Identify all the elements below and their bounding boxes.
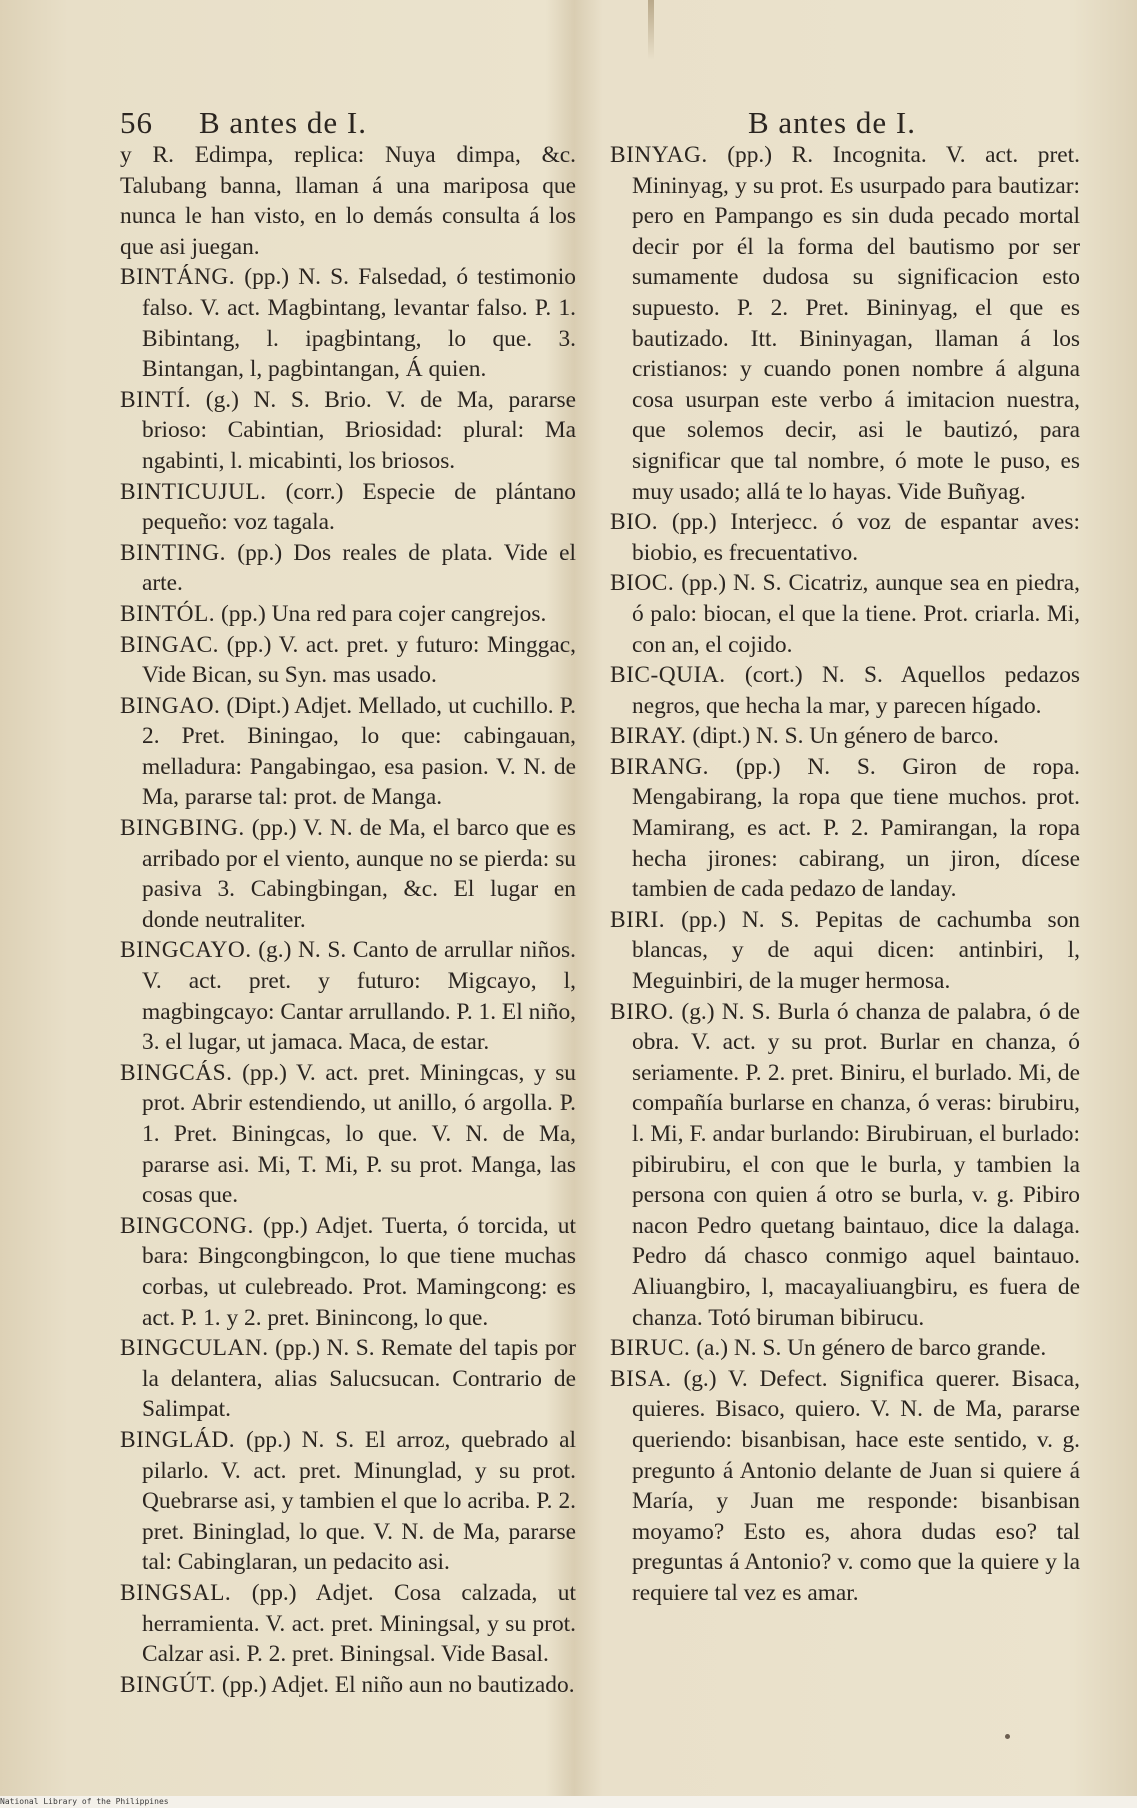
entry-headword: BINTÁNG. [120, 264, 236, 291]
entry-definition: (pp.) N. S. Pepitas de cachumba son blancas, y de aqui dicen: antinbiri, l, Meguinbiri, de la muger hermosa. [632, 906, 1080, 995]
entry-definition: (pp.) Adjet. El niño aun no bautizado. [215, 1671, 575, 1698]
entry-headword: BINGBING. [120, 815, 245, 842]
entry-definition: (pp.) Una red para cojer cangrejos. [215, 600, 547, 627]
left-column [120, 105, 576, 1700]
entry-headword: BINTING. [120, 539, 226, 566]
entry-headword: BINGCÁS. [120, 1059, 233, 1086]
entry-headword: BISA. [610, 1365, 672, 1392]
dictionary-entry [120, 262, 576, 384]
entry-definition: (g.) N. S. Canto de arrullar niños. V. act. pret. y futuro: Migcayo, l, magbingcayo: Cantar arrullando. P. 1. El niño, 3. el lugar, ut jamaca. Maca, de estar. [142, 937, 576, 1056]
dictionary-entry [120, 477, 576, 538]
entry-definition: (pp.) Dos reales de plata. Vide el arte. [142, 539, 576, 597]
header-left-title: B antes de I. [199, 105, 367, 140]
dictionary-entry [610, 660, 1080, 721]
dictionary-entry [120, 935, 576, 1057]
entry-headword: BINGAC. [120, 631, 220, 658]
dictionary-entry [610, 721, 1080, 752]
entry-headword: BINGCAYO. [120, 937, 252, 964]
entry-headword: BINGCULAN. [120, 1335, 269, 1362]
dictionary-entry [120, 599, 576, 630]
dictionary-entry [120, 140, 576, 262]
entry-definition: (pp.) Interjecc. ó voz de espantar aves: biobio, es frecuentativo. [632, 509, 1080, 566]
page-number: 56 [120, 105, 153, 140]
entry-headword: BINTÓL. [120, 600, 216, 627]
dictionary-entry [120, 1578, 576, 1670]
entry-definition: (corr.) Especie de plántano pequeño: voz tagala. [142, 478, 576, 536]
entry-definition: (pp.) R. Incognita. V. act. pret. Mininyag, y su prot. Es usurpado para bautizar: pero en Pampango es sin duda pecado mortal decir por él la forma del bautismo por ser sumamente dudosa su significacion esto supuesto. P. 2. Pret. Bininyag, el que es bautizado. Itt. Bininyagan, llaman á los cristianos: y cuando ponen nombre á alguna cosa usurpan este verbo á imitacion nuestra, que solemos decir, asi le bautizó, para significar que tal nombre, ó mote le puso, es muy usado; allá te lo hayas. Vide Buñyag. [632, 142, 1080, 505]
entry-definition: (g.) N. S. Burla ó chanza de palabra, ó de obra. V. act. y su prot. Burlar en chanza, ó seriamente. P. 2. pret. Biniru, el burlado. Mi, de compañía burlarse en chanza, ó veras: birubiru, l. Mi, F. andar burlando: Birubiruan, el burlado: pibirubiru, el con que le burla, y tambien la persona con quien á otro se burla, v. g. Pibiro nacon Pedro quetang baintauo, dice la dalaga. Pedro dá chasco conmigo aquel baintauo. Aliuangbiro, l, macayaliuangbiru, es fuera de chanza. Totó biruman bibirucu. [632, 998, 1080, 1331]
entry-definition: (pp.) V. act. pret. y futuro: Minggac, Vide Bican, su Syn. mas usado. [142, 631, 576, 689]
dictionary-entry [120, 813, 576, 935]
entry-definition: (g.) N. S. Brio. V. de Ma, pararse brioso: Cabintian, Briosidad: plural: Ma ngabinti, l. micabinti, los briosos. [142, 386, 576, 474]
dictionary-entry [120, 1058, 576, 1211]
ink-speck [1005, 1734, 1010, 1739]
left-running-header [120, 105, 576, 140]
dictionary-entry [610, 752, 1080, 905]
entry-headword: BINGLÁD. [120, 1426, 236, 1453]
gutter-shadow [648, 0, 654, 60]
entry-headword: BIRAY. [610, 723, 687, 750]
entry-headword: BINYAG. [610, 142, 708, 168]
left-entries [120, 140, 576, 1700]
dictionary-entry [120, 630, 576, 691]
dictionary-entry [120, 691, 576, 813]
entry-definition: (pp.) Adjet. Tuerta, ó torcida, ut bara: Bingcongbingcon, lo que tiene muchas corbas, ut culebreado. Prot. Mamingcong: es act. P. 1. y 2. pret. Binincong, lo que. [142, 1212, 576, 1331]
dictionary-entry [120, 538, 576, 599]
entry-definition: (pp.) N. S. Cicatriz, aunque sea en piedra, ó palo: biocan, el que la tiene. Prot. criarla. Mi, con an, el cojido. [632, 570, 1080, 658]
entry-headword: BIRI. [610, 906, 666, 933]
right-column [610, 105, 1080, 1609]
dictionary-entry [120, 1333, 576, 1425]
entry-definition: (pp.) N. S. El arroz, quebrado al pilarlo. V. act. pret. Minunglad, y su prot. Quebrarse asi, y tambien el que lo acriba. P. 2. pret. Bininglad, lo que. V. N. de Ma, pararse tal: Cabinglaran, un pedacito asi. [142, 1426, 576, 1576]
entry-definition: (pp.) N. S. Giron de ropa. Mengabirang, la ropa que tiene muchos. prot. Mamirang, es act. P. 2. Pamirangan, la ropa hecha jirones: cabirang, un jiron, dícese tambien de cada pedazo de landay. [632, 753, 1080, 903]
entry-definition: (pp.) V. act. pret. Miningcas, y su prot. Abrir estendiendo, ut anillo, ó argolla. P. 1. Pret. Biningcas, lo que. V. N. de Ma, pararse asi. Mi, T. Mi, P. su prot. Manga, las cosas que. [142, 1059, 576, 1209]
entry-definition: y R. Edimpa, replica: Nuya dimpa, &c. Talubang banna, llaman á una mariposa que nunca le han visto, en lo demás consulta á los que asi juegan. [120, 142, 576, 260]
entry-definition: (pp.) Adjet. Cosa calzada, ut herramienta. V. act. pret. Miningsal, y su prot. Calzar asi. P. 2. pret. Biningsal. Vide Basal. [142, 1579, 576, 1668]
entry-definition: (a.) N. S. Un género de barco grande. [690, 1335, 1047, 1362]
entry-definition: (pp.) V. N. de Ma, el barco que es arribado por el viento, aunque no se pierda: su pasiva 3. Cabingbingan, &c. El lugar en donde neutraliter. [142, 815, 576, 933]
entry-definition: (pp.) N. S. Remate del tapis por la delantera, alias Salucsucan. Contrario de Salimpat. [142, 1335, 576, 1423]
dictionary-entry [610, 905, 1080, 997]
entry-headword: BINTICUJUL. [120, 478, 267, 505]
dictionary-entry [120, 1425, 576, 1578]
right-running-header [610, 105, 1080, 140]
entry-definition: (g.) V. Defect. Significa querer. Bisaca, quieres. Bisaco, quiero. V. N. de Ma, pararse queriendo: bisanbisan, hace este sentido, v. g. pregunto á Antonio delante de Juan si quiere á María, y Juan me responde: bisanbisan moyamo? Esto es, ahora dudas eso? tal preguntas á Antonio? v. como que la quiere y la requiere tal vez es amar. [632, 1365, 1080, 1606]
dictionary-entry [120, 1670, 576, 1701]
header-right-title: B antes de I. [748, 105, 916, 140]
right-entries [610, 140, 1080, 1609]
dictionary-entry [610, 1333, 1080, 1364]
dictionary-entry [120, 1211, 576, 1333]
entry-definition: (Dipt.) Adjet. Mellado, ut cuchillo. P. 2. Pret. Biningao, lo que: cabingauan, melladura: Pangabingao, esa pasion. V. N. de Ma, pararse tal: prot. de Manga. [142, 692, 576, 811]
entry-headword: BINGSAL. [120, 1579, 232, 1606]
entry-headword: BIO. [610, 509, 659, 536]
dictionary-entry [610, 568, 1080, 660]
dictionary-entry [610, 507, 1080, 568]
entry-headword: BIRANG. [610, 753, 710, 780]
dictionary-entry [610, 997, 1080, 1334]
entry-headword: BIRUC. [610, 1335, 691, 1362]
dictionary-entry [120, 385, 576, 477]
entry-headword: BINGAO. [120, 692, 221, 719]
library-footer: National Library of the Philippines [0, 1797, 169, 1806]
entry-headword: BIOC. [610, 570, 675, 597]
entry-headword: BINTÍ. [120, 386, 192, 413]
entry-definition: (pp.) N. S. Falsedad, ó testimonio falso. V. act. Magbintang, levantar falso. P. 1. Bibintang, l. ipagbintang, lo que. 3. Bintangan, l, pagbintangan, Á quien. [142, 264, 576, 383]
entry-definition: (dipt.) N. S. Un género de barco. [686, 723, 999, 750]
entry-headword: BINGCONG. [120, 1212, 254, 1239]
entry-headword: BINGÚT. [120, 1671, 216, 1698]
entry-definition: (cort.) N. S. Aquellos pedazos negros, que hecha la mar, y parecen hígado. [632, 662, 1080, 719]
entry-headword: BIC-QUIA. [610, 662, 726, 689]
dictionary-entry [610, 1364, 1080, 1609]
entry-headword: BIRO. [610, 998, 675, 1025]
dictionary-entry [610, 140, 1080, 507]
